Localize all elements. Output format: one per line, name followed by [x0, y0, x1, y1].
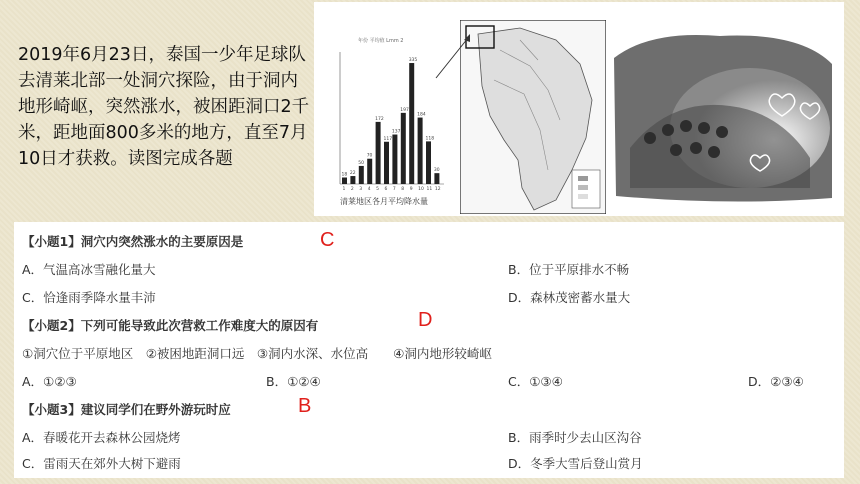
quiz-panel [14, 222, 844, 478]
x-tick-label: 4 [367, 187, 371, 192]
x-tick-label: 8 [401, 187, 405, 192]
bar-month-4 [367, 159, 372, 184]
q3-answer: B [298, 395, 312, 417]
map-pointer-arrow [434, 32, 474, 82]
bar-value-label: 18 [341, 172, 348, 178]
bar-value-label: 22 [349, 171, 356, 177]
bar-month-10 [418, 118, 423, 184]
bar-month-2 [350, 176, 355, 184]
q1-option-d: D．森林茂密蓄水量大 [508, 290, 631, 305]
chart-title: 年份 平均值 Lmm 2 [358, 38, 404, 44]
bar-month-1 [342, 178, 347, 185]
x-tick-label: 11 [426, 187, 433, 192]
q2-option-b: B．①②④ [266, 374, 321, 389]
q3-option-b: B．雨季时少去山区沟谷 [508, 430, 642, 445]
q1-option-a: A．气温高冰雪融化量大 [22, 262, 156, 277]
x-tick-label: 2 [350, 187, 354, 192]
bar-value-label: 335 [408, 58, 418, 64]
thailand-location-map [460, 20, 606, 214]
bar-month-11 [426, 141, 431, 184]
bar-month-12 [434, 173, 439, 184]
bar-month-7 [392, 135, 397, 184]
bar-value-label: 50 [358, 160, 365, 166]
q1-stem: 【小题1】洞穴内突然涨水的主要原因是 [22, 234, 244, 249]
bar-value-label: 197 [400, 107, 409, 113]
q2-stem: 【小题2】下列可能导致此次营救工作难度大的原因有 [22, 318, 319, 333]
x-tick-label: 12 [434, 187, 441, 192]
q3-option-a: A．春暖花开去森林公园烧烤 [22, 430, 181, 445]
bar-month-5 [376, 122, 381, 184]
q2-option-a: A．①②③ [22, 374, 77, 389]
x-tick-label: 6 [384, 187, 388, 192]
q1-option-c: C．恰逢雨季降水量丰沛 [22, 290, 156, 305]
x-tick-label: 7 [392, 187, 396, 192]
bar-value-label: 70 [366, 153, 373, 159]
x-tick-label: 9 [409, 187, 413, 192]
q2-option-c: C．①③④ [508, 374, 563, 389]
bar-value-label: 30 [433, 168, 440, 174]
bar-month-9 [409, 63, 414, 184]
x-tick-label: 10 [418, 187, 424, 192]
bar-month-8 [401, 113, 406, 184]
cave-rescue-illustration [610, 28, 836, 206]
bar-month-3 [359, 166, 364, 184]
intro-paragraph: 2019年6月23日，泰国一少年足球队去清莱北部一处洞穴探险，由于洞内地形崎岖，突然涨水，被困距洞口2千米，距地面800多米的地方，直至7月10日才获救。读图完成各题 [18, 45, 310, 169]
bar-month-6 [384, 142, 389, 184]
bar-value-label: 117 [383, 136, 393, 142]
x-tick-label: 1 [342, 187, 346, 192]
q1-option-b: B．位于平原排水不畅 [508, 262, 630, 277]
x-tick-label: 5 [376, 187, 379, 192]
bar-value-label: 184 [417, 112, 426, 118]
q2-option-d: D．②③④ [748, 374, 804, 389]
x-tick-label: 3 [359, 187, 363, 192]
bar-value-label: 172 [375, 116, 384, 122]
bar-value-label: 137 [391, 129, 401, 135]
chart-caption: 清莱地区各月平均降水量 [340, 197, 428, 206]
q3-option-c: C．雷雨天在郊外大树下避雨 [22, 456, 181, 471]
q2-answer: D [418, 309, 433, 331]
q3-option-d: D．冬季大雪后登山赏月 [508, 456, 643, 471]
q1-answer: C [320, 229, 335, 251]
bar-value-label: 118 [425, 136, 435, 142]
q3-stem: 【小题3】建议同学们在野外游玩时应 [22, 402, 231, 417]
q2-statements: ①洞穴位于平原地区 ②被困地距洞口远 ③洞内水深、水位高 ④洞内地形较崎岖 [22, 346, 492, 361]
figure-panel [314, 2, 844, 216]
